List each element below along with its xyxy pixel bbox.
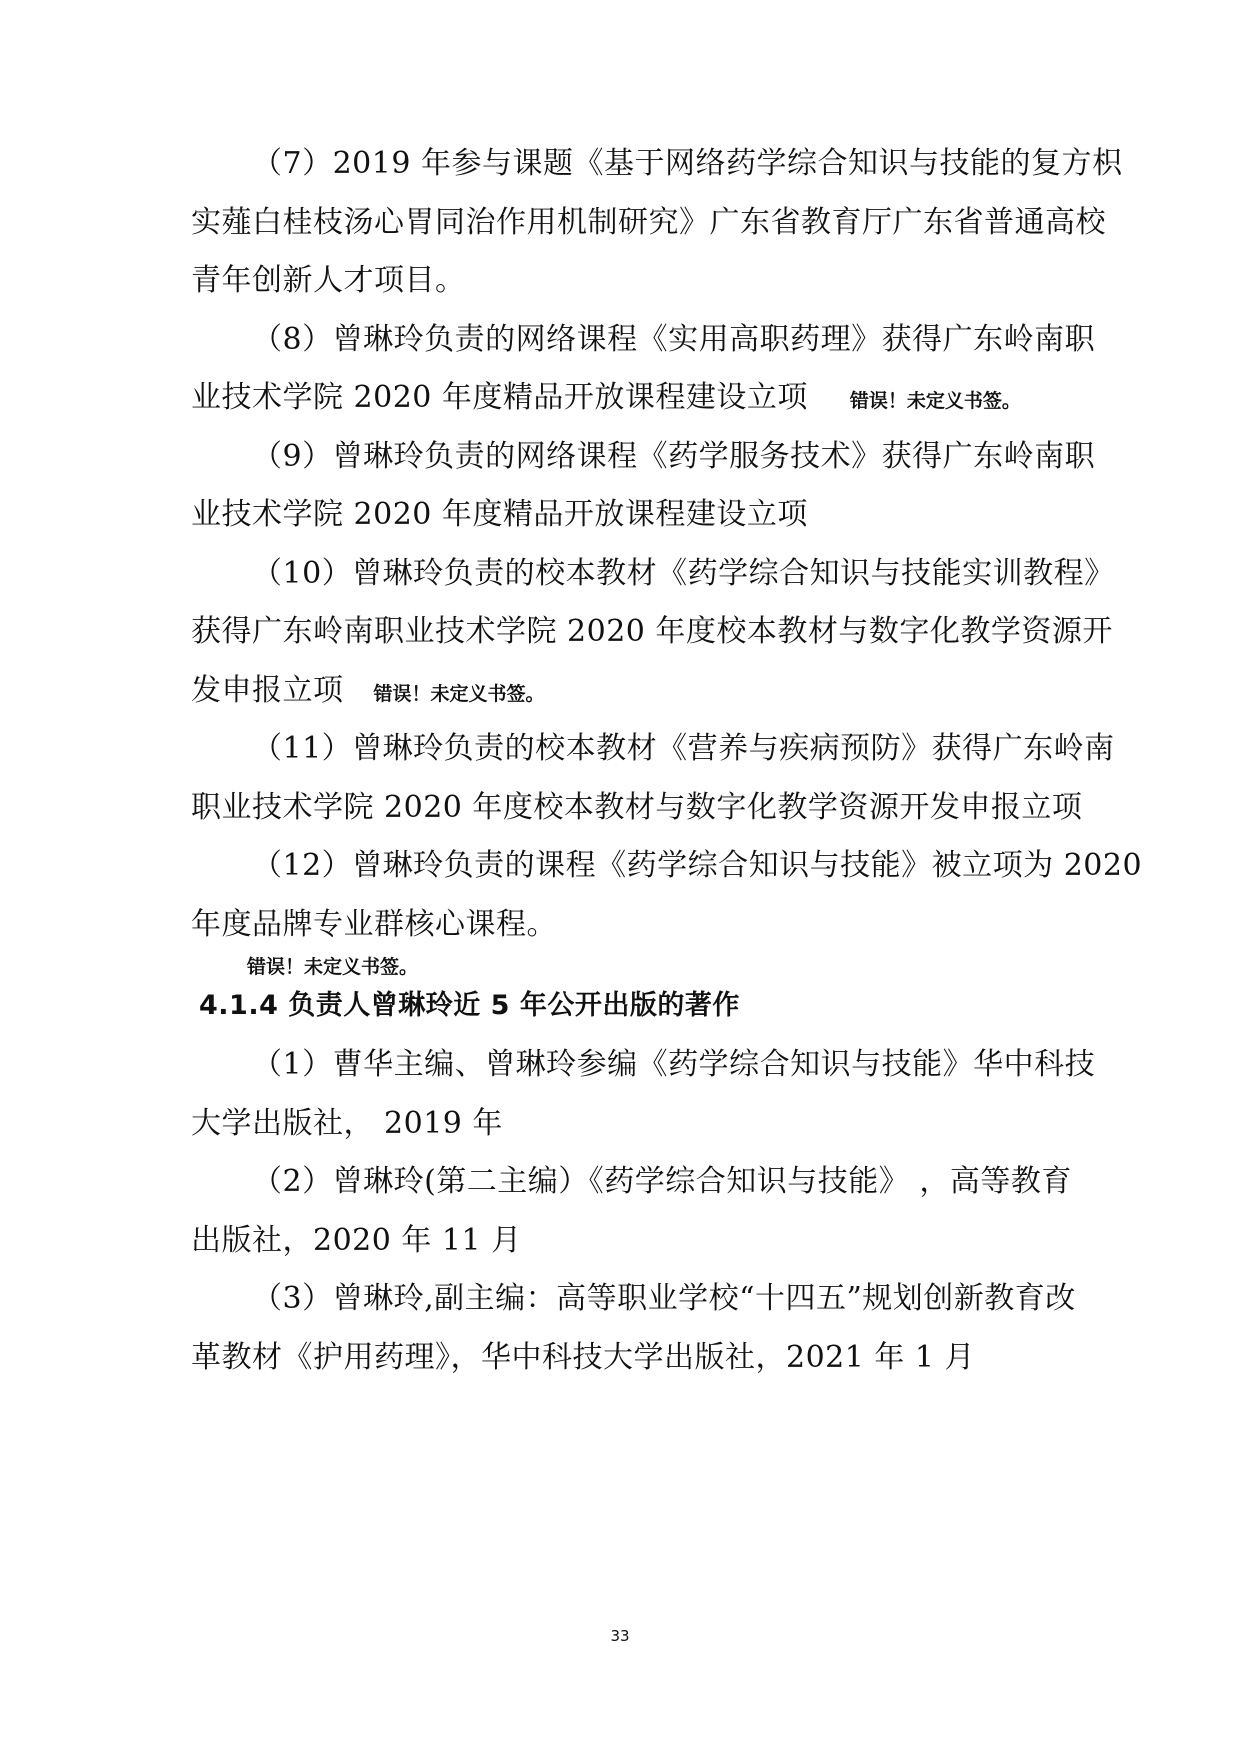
publication-3-line-1: （3）曾琳玲,副主编：高等职业学校“十四五”规划创新教育改 [252, 1281, 1076, 1316]
publication-1-line-1: （1）曹华主编、曾琳玲参编《药学综合知识与技能》华中科技 [252, 1047, 1096, 1082]
item-7-line-3: 青年创新人才项目。 [191, 263, 466, 298]
bookmark-error-standalone: 错误！未定义书签。 [247, 956, 419, 978]
bookmark-error-item-10: 错误！未定义书签。 [373, 683, 545, 705]
publication-1-line-2: 大学出版社， 2019 年 [191, 1106, 503, 1141]
item-12-line-1: （12）曾琳玲负责的课程《药学综合知识与技能》被立项为 2020 [252, 848, 1143, 883]
item-8-line-2 [191, 378, 1061, 421]
page-number: 33 [610, 1627, 630, 1645]
item-9-line-2: 业技术学院 2020 年度精品开放课程建设立项 [191, 497, 808, 532]
item-11-line-2: 职业技术学院 2020 年度校本教材与数字化教学资源开发申报立项 [191, 790, 1083, 825]
item-10-line-2: 获得广东岭南职业技术学院 2020 年度校本教材与数字化教学资源开 [191, 614, 1113, 649]
item-8-line-1: （8）曾琳玲负责的网络课程《实用高职药理》获得广东岭南职 [252, 322, 1096, 357]
section-heading: 4.1.4 负责人曾琳玲近 5 年公开出版的著作 [199, 990, 740, 1021]
publication-2-line-1: （2）曾琳玲(第二主编）《药学综合知识与技能》 ，高等教育 [252, 1164, 1072, 1199]
publication-3-line-2: 革教材《护用药理》，华中科技大学出版社，2021 年 1 月 [191, 1340, 976, 1375]
item-8-line-2-text: 业技术学院 2020 年度精品开放课程建设立项 [191, 380, 808, 415]
publication-2-line-2: 出版社，2020 年 11 月 [191, 1223, 522, 1258]
item-12-line-2: 年度品牌专业群核心课程。 [191, 907, 557, 942]
item-10-line-3 [191, 671, 1061, 714]
bookmark-error-item-8: 错误！未定义书签。 [849, 390, 1021, 412]
item-9-line-1: （9）曾琳玲负责的网络课程《药学服务技术》获得广东岭南职 [252, 439, 1096, 474]
item-7-line-2: 实薤白桂枝汤心胃同治作用机制研究》广东省教育厅广东省普通高校 [191, 205, 1106, 240]
item-7-line-1: （7）2019 年参与课题《基于网络药学综合知识与技能的复方枳 [252, 146, 1123, 181]
item-11-line-1: （11）曾琳玲负责的校本教材《营养与疾病预防》获得广东岭南 [252, 731, 1115, 766]
item-10-line-3-text: 发申报立项 [191, 673, 344, 708]
item-10-line-1: （10）曾琳玲负责的校本教材《药学综合知识与技能实训教程》 [252, 556, 1115, 591]
